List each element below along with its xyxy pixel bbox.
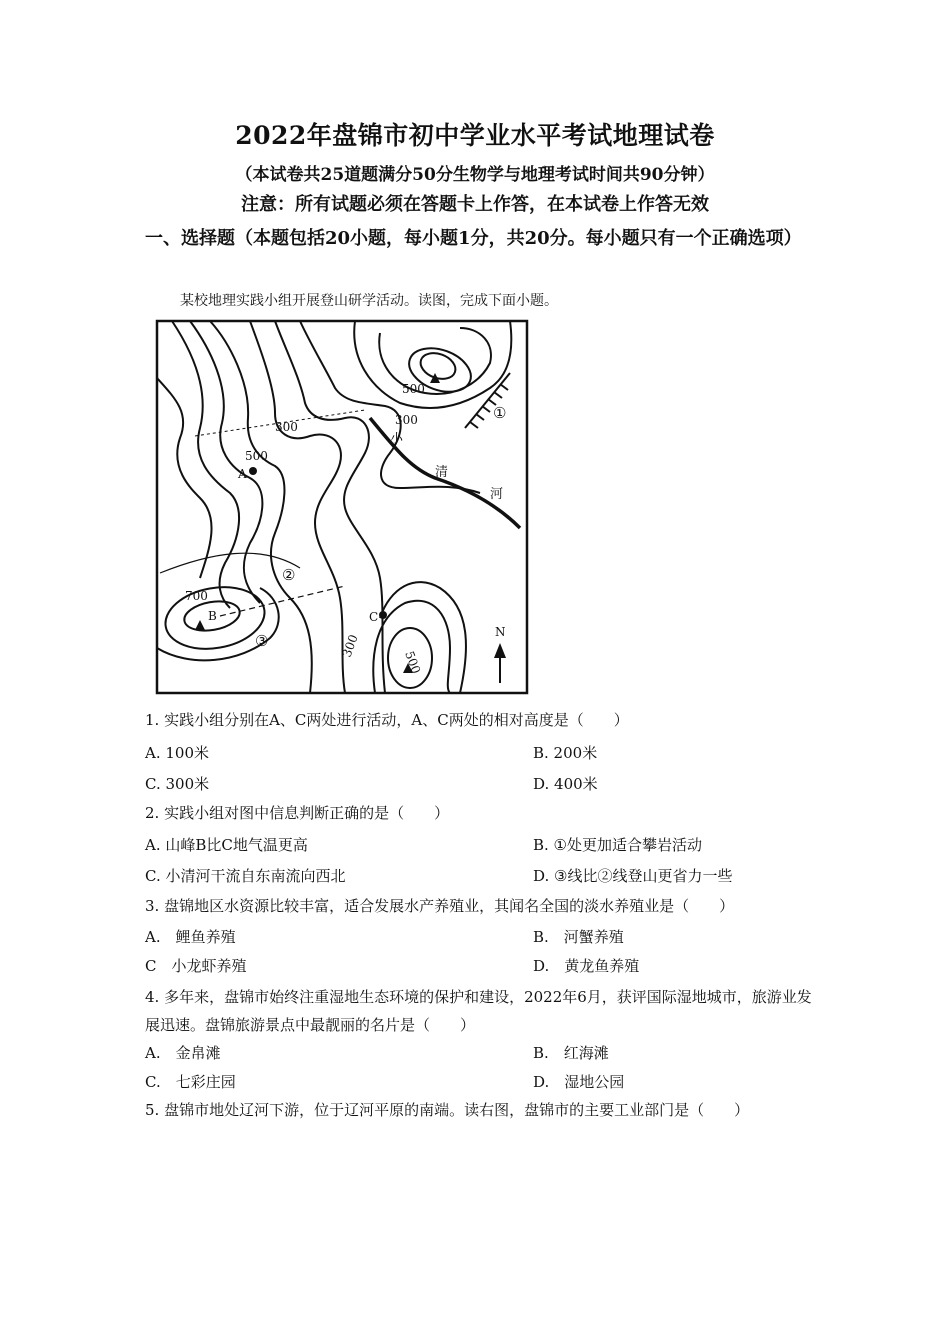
- question-4-option-a: A. 金帛滩: [145, 1044, 221, 1062]
- map-label-300-c: 300: [339, 632, 361, 660]
- question-1-option-c: C. 300米: [145, 775, 210, 793]
- question-3-option-c: C 小龙虾养殖: [145, 957, 247, 975]
- map-label-circle-1: ①: [493, 404, 507, 422]
- question-2-option-b: B. ①处更加适合攀岩活动: [533, 836, 703, 854]
- map-label-point-b: B: [208, 609, 217, 623]
- question-1-option-b: B. 200米: [533, 744, 598, 762]
- contour-map: [150, 318, 535, 698]
- question-1-stem: 1. 实践小组分别在A、C两处进行活动，A、C两处的相对高度是（ ）: [145, 711, 629, 729]
- question-2-stem: 2. 实践小组对图中信息判断正确的是（ ）: [145, 804, 450, 822]
- question-4-stem: 4. 多年来，盘锦市始终注重湿地生态环境的保护和建设，2022年6月，获评国际湿地城市，旅游业发展迅速。盘锦旅游景点中最靓丽的名片是（ ）: [145, 988, 812, 1034]
- map-label-300-mid: 300: [275, 420, 298, 434]
- map-label-circle-2: ②: [282, 566, 296, 584]
- map-label-river-3: 河: [490, 487, 504, 502]
- question-4-option-d: D. 湿地公园: [533, 1073, 625, 1091]
- map-label-river-2: 清: [435, 465, 449, 480]
- map-label-circle-3: ③: [255, 632, 269, 650]
- map-label-river-1: 小: [390, 432, 404, 447]
- question-2-option-c: C. 小清河干流自东南流向西北: [145, 867, 346, 885]
- exam-subtitle: （本试卷共25道题满分50分生物学与地理考试时间共90分钟）: [235, 165, 715, 185]
- section-heading: 一、选择题（本题包括20小题，每小题1分，共20分。每小题只有一个正确选项）: [145, 228, 802, 249]
- question-1-option-a: A. 100米: [145, 744, 209, 762]
- north-arrow-icon: [494, 643, 506, 658]
- map-label-500-ne: 500: [402, 382, 425, 396]
- point-c-marker: [379, 611, 387, 619]
- map-label-300-ne: 300: [395, 413, 418, 427]
- map-label-500-se: 500: [402, 649, 424, 676]
- question-3-stem: 3. 盘锦地区水资源比较丰富，适合发展水产养殖业，其闻名全国的淡水养殖业是（ ）: [145, 897, 735, 915]
- question-2-option-d: D. ③线比②线登山更省力一些: [533, 867, 733, 885]
- question-1-option-d: D. 400米: [533, 775, 598, 793]
- question-5-stem: 5. 盘锦市地处辽河下游，位于辽河平原的南端。读右图，盘锦市的主要工业部门是（ ）: [145, 1101, 750, 1119]
- peak-b-icon: [195, 620, 205, 630]
- question-3-option-a: A. 鲤鱼养殖: [145, 928, 236, 946]
- question-3-option-d: D. 黄龙鱼养殖: [533, 957, 640, 975]
- question-4-option-b: B. 红海滩: [533, 1044, 609, 1062]
- question-4-option-c: C. 七彩庄园: [145, 1073, 236, 1091]
- page-title: 2022年盘锦市初中学业水平考试地理试卷: [235, 121, 715, 150]
- map-label-point-a: A: [238, 467, 247, 481]
- map-label-500-a: 500: [245, 449, 268, 463]
- map-label-north: N: [495, 625, 506, 639]
- map-label-point-c: C: [369, 610, 379, 624]
- exam-notice: 注意：所有试题必须在答题卡上作答，在本试卷上作答无效: [241, 194, 709, 215]
- map-label-700: 700: [185, 589, 208, 603]
- point-a-marker: [249, 467, 257, 475]
- question-2-option-a: A. 山峰B比C地气温更高: [145, 836, 308, 854]
- question-intro: 某校地理实践小组开展登山研学活动。读图，完成下面小题。: [180, 293, 558, 309]
- question-3-option-b: B. 河蟹养殖: [533, 928, 624, 946]
